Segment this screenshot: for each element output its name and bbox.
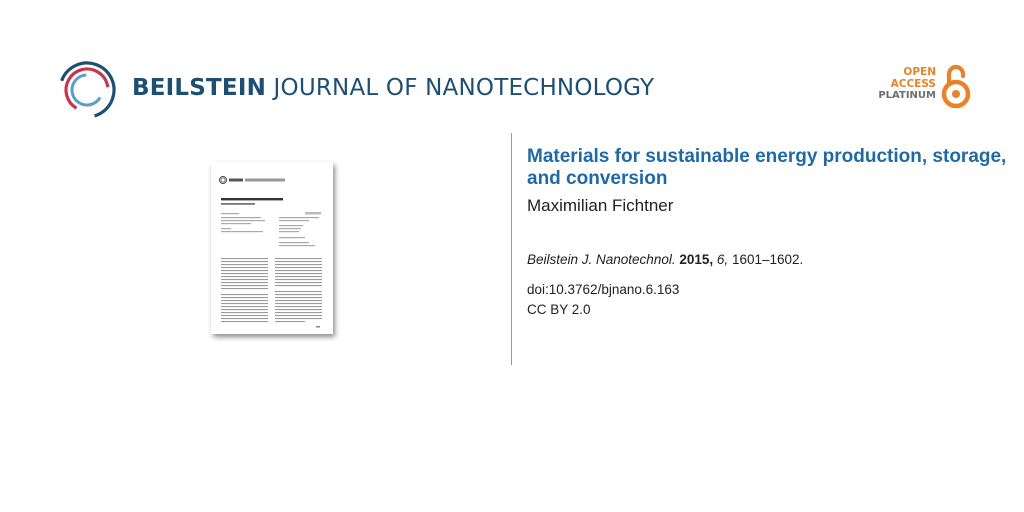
article-license[interactable]: CC BY 2.0	[527, 302, 591, 317]
vertical-divider	[511, 133, 512, 365]
article-citation	[527, 251, 1007, 269]
open-access-line-1: OPEN	[903, 66, 936, 78]
open-access-lock-icon	[941, 63, 971, 109]
open-access-badge	[868, 66, 936, 102]
citation-journal: Beilstein J. Nanotechnol.	[527, 252, 676, 267]
open-access-line-2: ACCESS	[890, 78, 936, 90]
journal-brand: BEILSTEIN	[132, 75, 267, 101]
journal-name: JOURNAL OF NANOTECHNOLOGY	[266, 75, 655, 101]
beilstein-logo-icon	[57, 60, 117, 120]
citation-year: 2015,	[679, 252, 714, 267]
citation-volume: 6,	[716, 252, 729, 267]
journal-title[interactable]	[132, 74, 654, 102]
article-author: Maximilian Fichtner	[527, 196, 674, 215]
article-thumbnail-image	[211, 162, 333, 334]
article-thumbnail[interactable]	[211, 162, 333, 334]
citation-pages: 1601–1602.	[731, 252, 804, 267]
article-doi[interactable]: doi:10.3762/bjnano.6.163	[527, 282, 680, 297]
article-title[interactable]: Materials for sustainable energy production, storage, and conversion	[527, 146, 1007, 189]
open-access-line-3: PLATINUM	[878, 90, 936, 101]
article-info	[527, 146, 1007, 319]
